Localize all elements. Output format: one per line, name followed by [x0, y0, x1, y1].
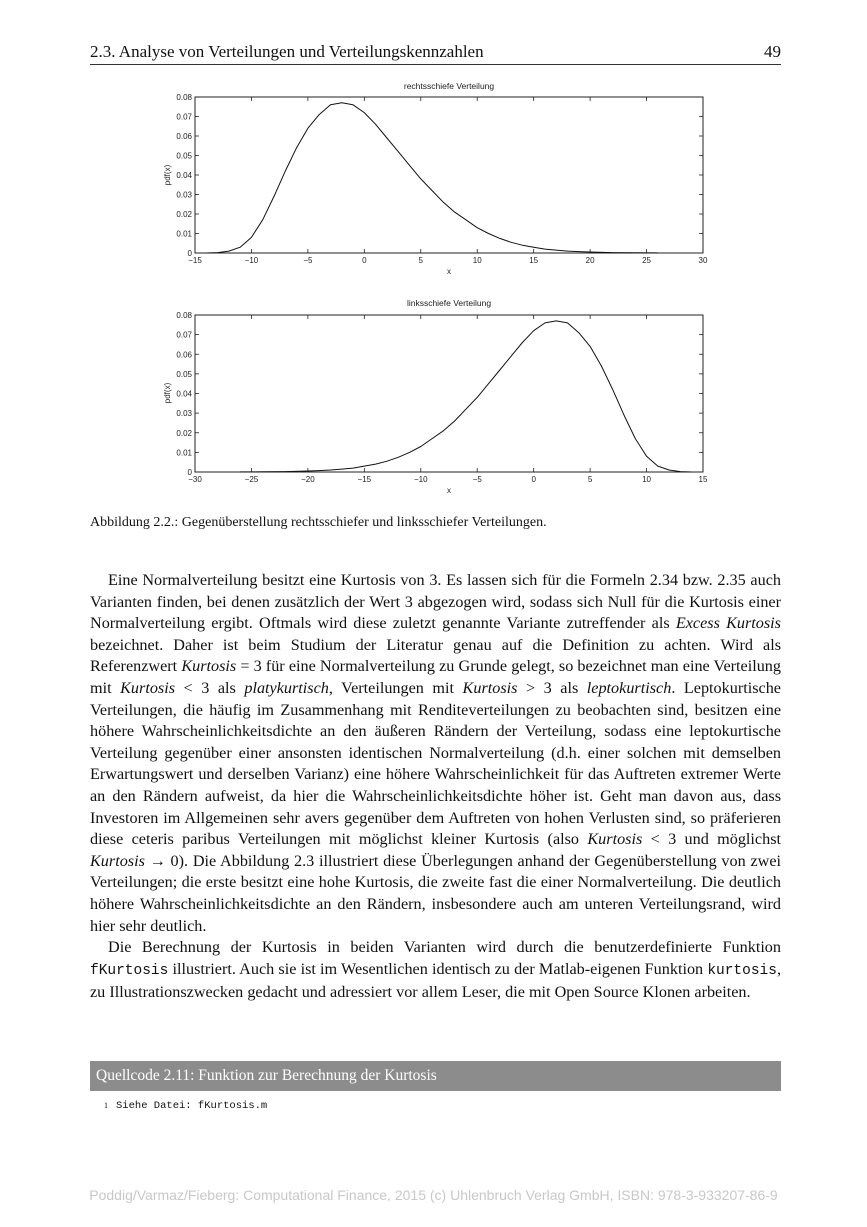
math-kurtosis: Kurtosis	[120, 678, 176, 697]
math-kurtosis: Kurtosis	[181, 657, 237, 676]
y-tick-label: 0.02	[176, 428, 192, 438]
x-axis-label: x	[447, 486, 451, 495]
listing-title-bar: Quellcode 2.11: Funktion zur Berechnung der Kurtosis	[90, 1061, 781, 1091]
y-tick-label: 0.01	[176, 448, 192, 458]
y-tick-label: 0.06	[176, 350, 192, 360]
x-tick-label: −10	[413, 475, 428, 484]
plot-right-skewed	[163, 81, 708, 276]
x-tick-label: −30	[188, 475, 202, 484]
math-kurtosis: Kurtosis	[587, 830, 643, 849]
x-tick-label: 30	[698, 256, 708, 265]
y-tick-label: 0.04	[176, 389, 192, 399]
pdf-curve	[206, 103, 658, 253]
x-tick-label: −20	[301, 475, 315, 484]
x-tick-label: −15	[188, 256, 202, 265]
y-tick-label: 0.08	[176, 93, 192, 102]
copyright-footer: Poddig/Varmaz/Fieberg: Computational Finance, 2015 (c) Uhlenbruch Verlag GmbH, ISBN: 978-3-933207-86-9	[89, 1187, 778, 1203]
y-tick-label: 0.05	[176, 151, 192, 161]
y-tick-label: 0.05	[176, 369, 192, 379]
y-tick-label: 0.07	[176, 112, 192, 122]
term-platykurtisch: platykurtisch	[244, 678, 329, 697]
text-run: > 3 als	[517, 678, 587, 697]
page-number: 49	[764, 42, 781, 61]
y-tick-label: 0.01	[176, 229, 192, 239]
math-kurtosis: Kurtosis	[462, 678, 518, 697]
term-leptokurtisch: leptokurtisch	[586, 678, 672, 697]
pdf-curve	[240, 321, 692, 472]
x-tick-label: 5	[418, 256, 424, 265]
x-tick-label: −25	[244, 475, 259, 484]
text-run: < 3 als	[175, 678, 245, 697]
y-tick-label: 0.07	[176, 330, 192, 340]
text-run: , zu Illustrationszwecken gedacht und adressiert vor allem Leser, die mit Open Source Klonen arbeiten.	[90, 959, 781, 1002]
text-run: Eine Normalverteilung besitzt eine Kurtosis von 3. Es lassen sich für die Formeln 2.34 bzw. 2.35 auch Varianten finden, bei denen zusätzlich der Wert 3 abgezogen wird, sodass sich Null für die Kurtosis einer Normalverteilung ergibt. Oftmals wird diese zuletzt genannte Variante zutreffender als	[90, 571, 781, 633]
y-tick-label: 0.06	[176, 132, 192, 141]
plot-title: rechtsschiefe Verteilung	[403, 81, 495, 91]
plot-title: linksschiefe Verteilung	[406, 298, 492, 308]
code-kurtosis: kurtosis	[707, 962, 777, 979]
y-tick-label: 0.04	[176, 171, 192, 180]
code-text: Siehe Datei: fKurtosis.m	[116, 1100, 268, 1112]
x-tick-label: −10	[244, 256, 259, 265]
figure-caption: Abbildung 2.2.: Gegenüberstellung rechtsschiefer und linksschiefer Verteilungen.	[90, 515, 547, 530]
x-tick-label: 15	[529, 256, 539, 265]
figure-svg	[0, 0, 867, 500]
y-tick-label: 0	[187, 249, 192, 258]
section-title: 2.3. Analyse von Verteilungen und Verteilungskennzahlen	[90, 42, 484, 61]
y-axis-label: pdf(x)	[163, 382, 172, 404]
y-axis-label: pdf(x)	[163, 164, 172, 186]
y-tick-label: 0.03	[176, 409, 192, 419]
math-kurtosis: Kurtosis	[90, 851, 145, 870]
x-tick-label: −5	[303, 256, 313, 265]
x-tick-label: 10	[642, 475, 652, 484]
text-run: illustriert. Auch sie ist im Wesentlichen identisch zu der Matlab-eigenen Funktion	[168, 959, 708, 978]
code-fkurtosis: fKurtosis	[90, 962, 169, 979]
line-number: 1	[104, 1101, 108, 1110]
paragraph-kurtosis-definition	[90, 570, 781, 937]
x-tick-label: 0	[531, 475, 536, 484]
x-tick-label: 15	[698, 475, 708, 484]
text-run: Die Berechnung der Kurtosis in beiden Varianten wird durch die benutzerdefinierte Funktion	[108, 938, 781, 957]
figure-2-2	[0, 0, 867, 500]
text-run: . Leptokurtische Verteilungen, die häufig im Zusammenhang mit Renditeverteilungen zu beobachten sind, besitzen eine höhere Wahrscheinlichkeitsdichte an den äußeren Rändern der Verteilung, sodass eine leptokurtische Verteilung gegenüber einer ansonsten identischen Normalverteilung (d.h. einer solchen mit demselben Erwartungswert und derselben Varianz) eine höhere Wahrscheinlichkeit für das Auftreten extremer Werte an den Rändern aufweist, da hier die Wahrscheinlichkeitsdichte höher ist. Geht man davon aus, dass Investoren im Allgemeinen sehr avers gegenüber dem Auftreten von hohen Verlusten sind, so präferieren diese ceteris paribus Verteilungen mit möglichst kleiner Kurtosis (also	[90, 678, 781, 849]
text-run: < 3 und möglichst	[642, 830, 781, 849]
y-tick-label: 0.08	[176, 311, 192, 320]
x-tick-label: −15	[357, 475, 372, 484]
x-tick-label: 20	[585, 256, 595, 265]
x-tick-label: 10	[472, 256, 482, 265]
y-tick-label: 0.03	[176, 190, 192, 200]
plot-left-skewed	[163, 298, 708, 495]
text-run: bezeichnet. Daher ist beim Studium der Literatur genau auf die Definition zu achten. Wird als Referenzwert	[90, 635, 781, 676]
y-tick-label: 0	[187, 468, 192, 477]
plot-frame	[195, 315, 703, 472]
x-axis-label: x	[447, 267, 451, 276]
plot-frame	[195, 97, 703, 253]
paragraph-fkurtosis	[90, 937, 781, 1004]
x-tick-label: 5	[587, 475, 593, 484]
x-tick-label: 25	[642, 256, 652, 265]
x-tick-label: −5	[472, 475, 482, 484]
text-run: , Verteilungen mit	[328, 678, 463, 697]
term-excess-kurtosis: Excess Kurtosis	[675, 614, 781, 633]
text-run: = 3 für eine Normalverteilung zu Grunde gelegt, so bezeichnet man eine Verteilung mit	[90, 657, 781, 697]
text-run: → 0). Die Abbildung 2.3 illustriert diese Überlegungen anhand der Gegenüberstellung von zwei Verteilungen; die erste besitzt eine hohe Kurtosis, die zweite fast die einer Normalverteilung. Die deutlich höhere Wahrscheinlichkeitsdichte an den Rändern, insbesondere auch am unteren Verteilungsrand, wird hier sehr deutlich.	[90, 851, 781, 935]
body-text	[90, 570, 781, 1004]
x-tick-label: 0	[362, 256, 367, 265]
listing-line	[104, 1100, 267, 1112]
y-tick-label: 0.02	[176, 210, 192, 219]
